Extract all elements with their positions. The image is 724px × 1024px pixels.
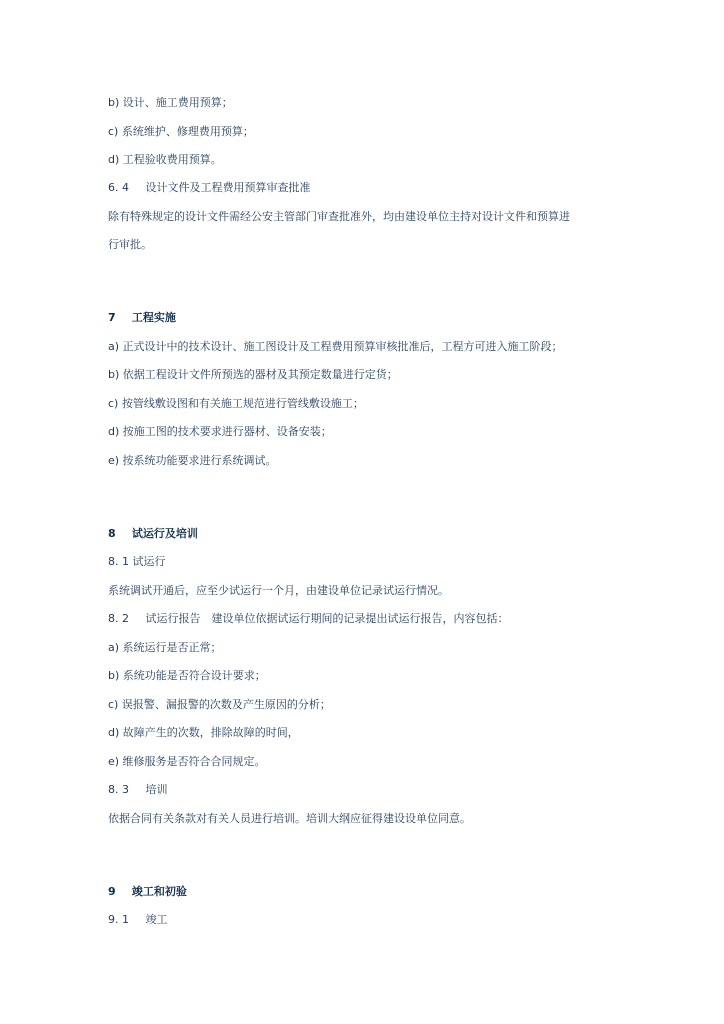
paragraph-line: 依据合同有关条款对有关人员进行培训。培训大纲应征得建设设单位同意。 <box>108 812 471 825</box>
subsection-number: 9. 1 <box>108 913 129 926</box>
list-item: b) 系统功能是否符合设计要求； <box>108 669 266 682</box>
subsection-number: 8. 2 <box>108 612 129 625</box>
subsection-8-1-heading: 8. 1 试运行 <box>108 555 166 568</box>
list-item: c) 按管线敷设图和有关施工规范进行管线敷设施工； <box>108 397 364 410</box>
paragraph-line: 除有特殊规定的设计文件需经公安主管部门审查批准外，均由建设单位主持对设计文件和预算进 <box>108 210 570 223</box>
subsection-title: 设计文件及工程费用预算审查批准 <box>145 181 311 194</box>
list-item: c) 误报警、漏报警的次数及产生原因的分析； <box>108 698 331 711</box>
section-number: 7 <box>108 311 116 324</box>
list-item-budget-maintenance: c) 系统维护、修理费用预算； <box>108 125 254 138</box>
subsection-number: 6. 4 <box>108 181 129 194</box>
section-7-heading <box>108 311 176 325</box>
list-item: a) 系统运行是否正常； <box>108 641 222 654</box>
subsection-text: 试运行报告 建设单位依据试运行期间的记录提出试运行报告，内容包括： <box>145 612 509 625</box>
subsection-6-4-heading <box>108 181 311 195</box>
list-item-budget-acceptance: d) 工程验收费用预算。 <box>108 153 222 166</box>
list-item: e) 维修服务是否符合合同规定。 <box>108 755 266 768</box>
section-title: 竣工和初验 <box>131 885 187 898</box>
list-item: b) 依据工程设计文件所预选的器材及其预定数量进行定货； <box>108 368 398 381</box>
subsection-8-3-heading <box>108 783 168 797</box>
subsection-number: 8. 3 <box>108 783 129 796</box>
subsection-title: 竣工 <box>145 913 168 926</box>
section-title: 工程实施 <box>131 311 176 324</box>
section-9-heading <box>108 885 187 899</box>
list-item: a) 正式设计中的技术设计、施工图设计及工程费用预算审核批准后，工程方可进入施工阶段； <box>108 340 563 353</box>
subsection-8-2-heading <box>108 612 509 626</box>
section-number: 8 <box>108 527 116 540</box>
section-number: 9 <box>108 885 116 898</box>
list-item: d) 故障产生的次数，排除故障的时间， <box>108 726 299 739</box>
list-item: e) 按系统功能要求进行系统调试。 <box>108 454 277 467</box>
paragraph-line: 行审批。 <box>108 238 152 251</box>
section-8-heading <box>108 527 198 541</box>
list-item: d) 按施工图的技术要求进行器材、设备安装； <box>108 425 332 438</box>
subsection-9-1-heading <box>108 913 168 927</box>
subsection-title: 培训 <box>145 783 168 796</box>
list-item-budget-design: b) 设计、施工费用预算； <box>108 96 233 109</box>
section-title: 试运行及培训 <box>131 527 198 540</box>
paragraph-line: 系统调试开通后，应至少试运行一个月，由建设单位记录试运行情况。 <box>108 584 449 597</box>
